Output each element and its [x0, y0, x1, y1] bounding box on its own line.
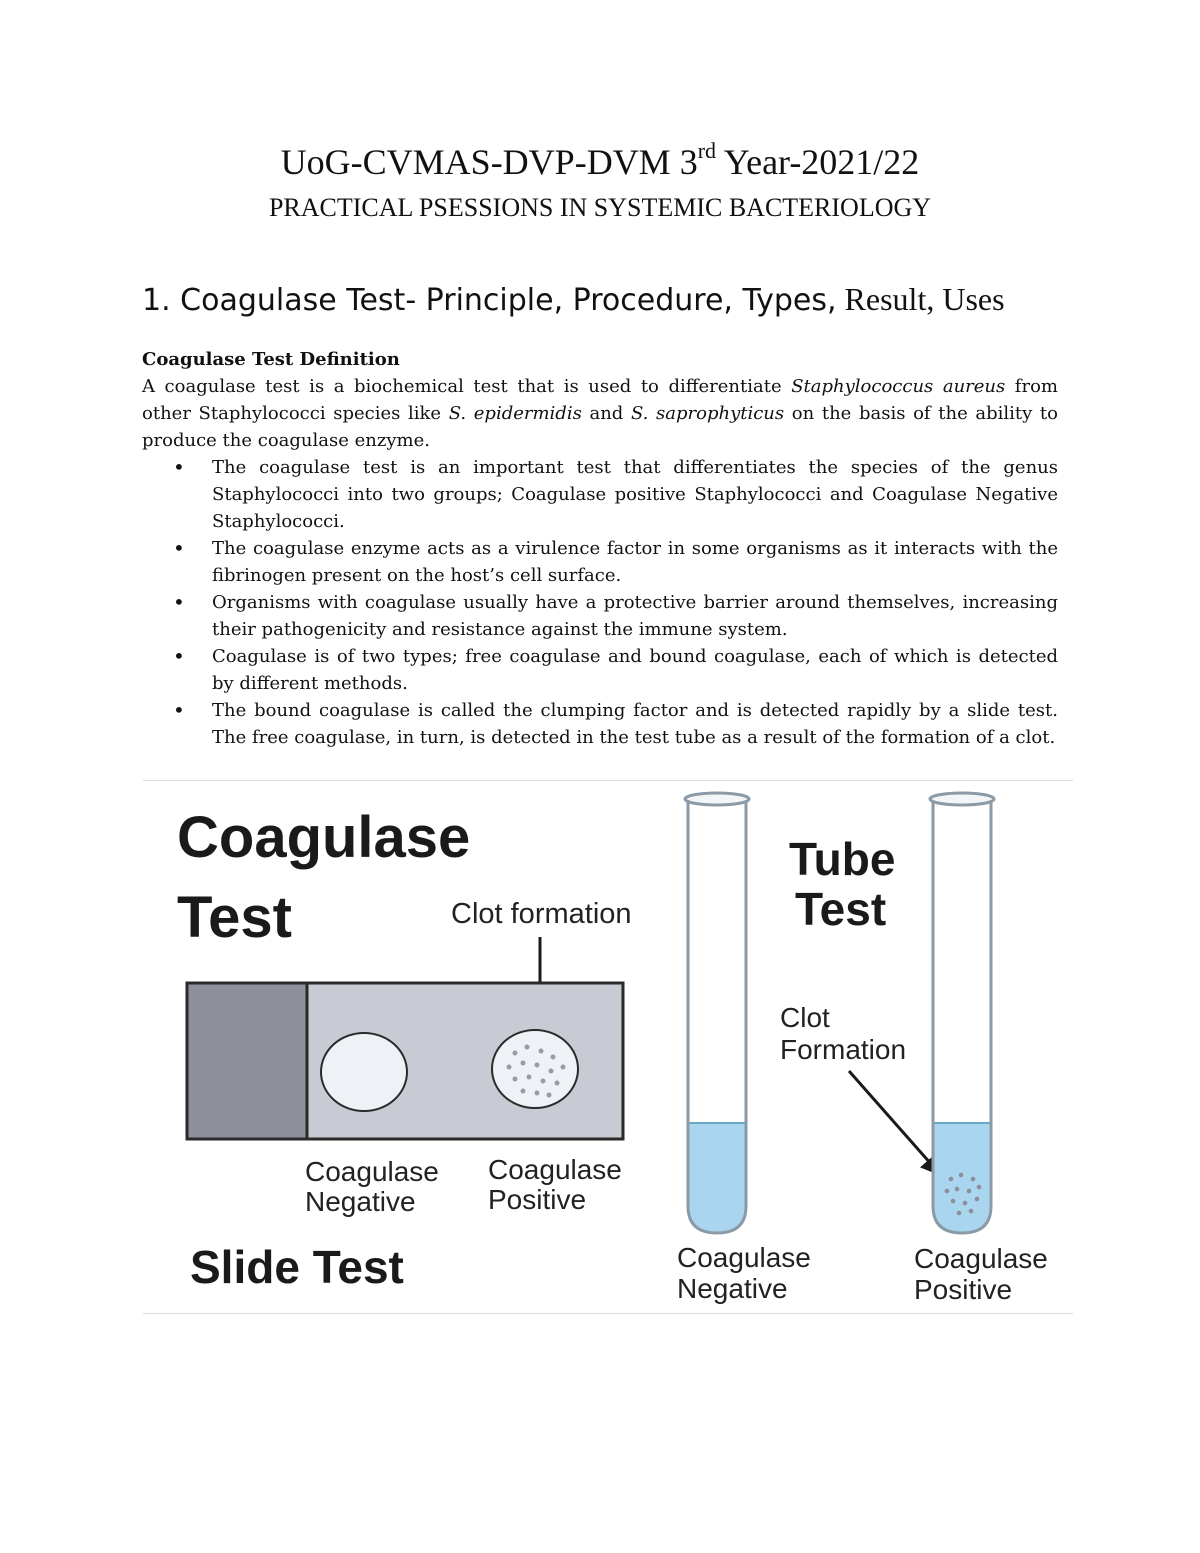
bullet-list	[142, 454, 1058, 751]
slide-frosted-end	[187, 983, 307, 1139]
species-name: S. saprophyticus	[630, 403, 785, 424]
figure-title-line1: Coagulase	[177, 805, 471, 870]
bullet-item: • Organisms with coagulase usually have a protective barrier around themselves, increasing their pathogenicity and resistance against the immune system.	[142, 589, 1058, 643]
negative-drop	[321, 1033, 407, 1111]
figure-title-line2: Test	[177, 885, 292, 950]
paragraph-text: on the basis of the ability to produce the coagulase enzyme.	[142, 403, 1058, 451]
clot-formation-label: Clot formation	[451, 898, 632, 930]
coagulase-test-figure	[143, 780, 1073, 1314]
document-title	[0, 140, 1200, 184]
bullet-item: • The coagulase test is an important test that differentiates the species of the genus Staphylococci into two groups; Coagulase positive Staphylococci and Coagulase Negative Staphylococci.	[142, 454, 1058, 535]
slide-negative-label-1: Coagulase	[305, 1156, 439, 1187]
tube-negative-label-1: Coagulase	[677, 1242, 811, 1273]
tube-clot-label-1: Clot	[780, 1002, 830, 1033]
paragraph-text: A coagulase test is a biochemical test that is used to differentiate	[142, 376, 792, 397]
figure-illustration	[143, 781, 1073, 1313]
paragraph-text: and	[581, 403, 631, 424]
tube-test-title-2: Test	[795, 883, 887, 935]
paragraph-text: from other Staphylococci species like	[142, 376, 1058, 424]
tube-positive-label-1: Coagulase	[914, 1243, 1048, 1274]
title-text: UoG-CVMAS-DVP-DVM 3	[280, 142, 698, 182]
positive-test-tube	[930, 793, 994, 1233]
document-subtitle: PRACTICAL PSESSIONS IN SYSTEMIC BACTERIOLOGY	[268, 193, 932, 222]
section-heading-tail: Result, Uses	[836, 281, 1005, 317]
section-heading	[142, 280, 1005, 320]
bullet-item: • The coagulase enzyme acts as a virulence factor in some organisms as it interacts with the fibrinogen present on the host’s cell surface.	[142, 535, 1058, 589]
definition-paragraph	[142, 373, 1058, 454]
tube-negative-label-2: Negative	[677, 1273, 788, 1304]
slide-positive-label-1: Coagulase	[488, 1154, 622, 1185]
title-year: Year-2021/22	[716, 142, 920, 182]
tube-clot-label-2: Formation	[780, 1034, 907, 1065]
positive-drop	[492, 1030, 578, 1108]
slide-negative-label-2: Negative	[305, 1186, 416, 1217]
glass-slide	[187, 983, 623, 1139]
positive-tube-liquid	[933, 1123, 991, 1233]
species-name: S. epidermidis	[448, 403, 582, 424]
negative-test-tube	[685, 793, 749, 1233]
negative-tube-liquid	[688, 1123, 746, 1233]
species-name: Staphylococcus aureus	[791, 376, 1006, 397]
slide-test-label: Slide Test	[190, 1241, 404, 1293]
section-heading-main: 1. Coagulase Test- Principle, Procedure, Types,	[142, 283, 837, 318]
slide-positive-label-2: Positive	[488, 1184, 587, 1215]
tube-positive-label-2: Positive	[914, 1274, 1013, 1305]
definition-heading: Coagulase Test Definition	[142, 349, 400, 370]
bullet-item: • Coagulase is of two types; free coagulase and bound coagulase, each of which is detected by different methods.	[142, 643, 1058, 697]
title-superscript: rd	[697, 138, 717, 163]
bullet-item: • The bound coagulase is called the clumping factor and is detected rapidly by a slide test. The free coagulase, in turn, is detected in the test tube as a result of the formation of a clot.	[142, 697, 1058, 751]
tube-clot-arrow-icon	[849, 1071, 939, 1173]
tube-test-title-1: Tube	[789, 833, 896, 885]
